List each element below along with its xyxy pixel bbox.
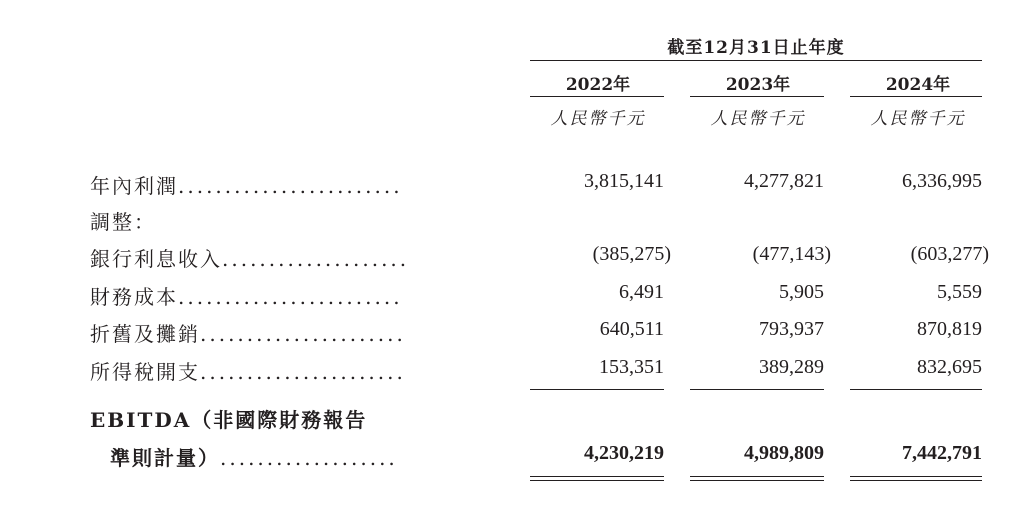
row-label-text: 銀行利息收入 [90,247,222,271]
year-2024: 2024年 [885,75,951,95]
value-finance-costs-2023: 5,905 [779,281,824,303]
row-label-bank-interest [90,243,409,272]
leader-dots: ........................ [178,285,403,309]
leader-dots: ........................ [178,174,403,198]
total-double-rule-2022-b [530,480,664,481]
leader-dots: ...................... [200,322,406,346]
year-2022: 2022年 [565,75,631,95]
subtotal-rule-2023 [690,389,824,390]
value-bank-interest-2023: (477,143) [752,243,831,265]
value-profit-2022: 3,815,141 [584,170,664,192]
subtotal-rule-2022 [530,389,664,390]
row-label-text: 調整： [90,210,156,234]
value-profit-2024: 6,336,995 [902,170,982,192]
total-label-line2 [110,442,398,471]
unit-2024: 人民幣千元 [870,109,966,129]
total-label-line1: EBITDA（非國際財務報告 [90,408,368,432]
row-label-profit [90,170,403,199]
value-ebitda-2024: 7,442,791 [902,442,982,464]
value-ebitda-2023: 4,989,809 [744,442,824,464]
value-depreciation-2022: 640,511 [599,318,664,340]
value-income-tax-2022: 153,351 [599,356,664,378]
unit-2022: 人民幣千元 [550,109,646,129]
value-depreciation-2024: 870,819 [917,318,982,340]
value-income-tax-2024: 832,695 [917,356,982,378]
total-double-rule-2024-b [850,480,982,481]
value-profit-2023: 4,277,821 [744,170,824,192]
value-bank-interest-2024: (603,277) [910,243,989,265]
row-label-text: 年內利潤 [90,174,178,198]
row-label-finance-costs [90,281,403,310]
leader-dots: .................... [222,247,410,271]
total-double-rule-2024-a [850,476,982,477]
row-label-text: 財務成本 [90,285,178,309]
total-double-rule-2023-a [690,476,824,477]
leader-dots: ................... [220,446,398,470]
unit-2023: 人民幣千元 [710,109,806,129]
value-depreciation-2023: 793,937 [759,318,824,340]
year-rule-2023 [690,96,824,97]
total-double-rule-2022-a [530,476,664,477]
total-double-rule-2023-b [690,480,824,481]
value-ebitda-2022: 4,230,219 [584,442,664,464]
period-header: 截至12月31日止年度 [667,38,845,58]
year-2023: 2023年 [725,75,791,95]
value-bank-interest-2022: (385,275) [592,243,671,265]
value-finance-costs-2022: 6,491 [619,281,664,303]
row-label-income-tax [90,356,406,385]
row-label-text: 折舊及攤銷 [90,322,200,346]
value-income-tax-2023: 389,289 [759,356,824,378]
row-label-depreciation [90,318,406,347]
row-label-adjustments [90,206,156,235]
row-label-text: 所得稅開支 [90,360,200,384]
total-label-text: 準則計量） [110,446,220,470]
year-rule-2022 [530,96,664,97]
subtotal-rule-2024 [850,389,982,390]
header-rule [530,60,982,61]
value-finance-costs-2024: 5,559 [937,281,982,303]
leader-dots: ...................... [200,360,406,384]
year-rule-2024 [850,96,982,97]
